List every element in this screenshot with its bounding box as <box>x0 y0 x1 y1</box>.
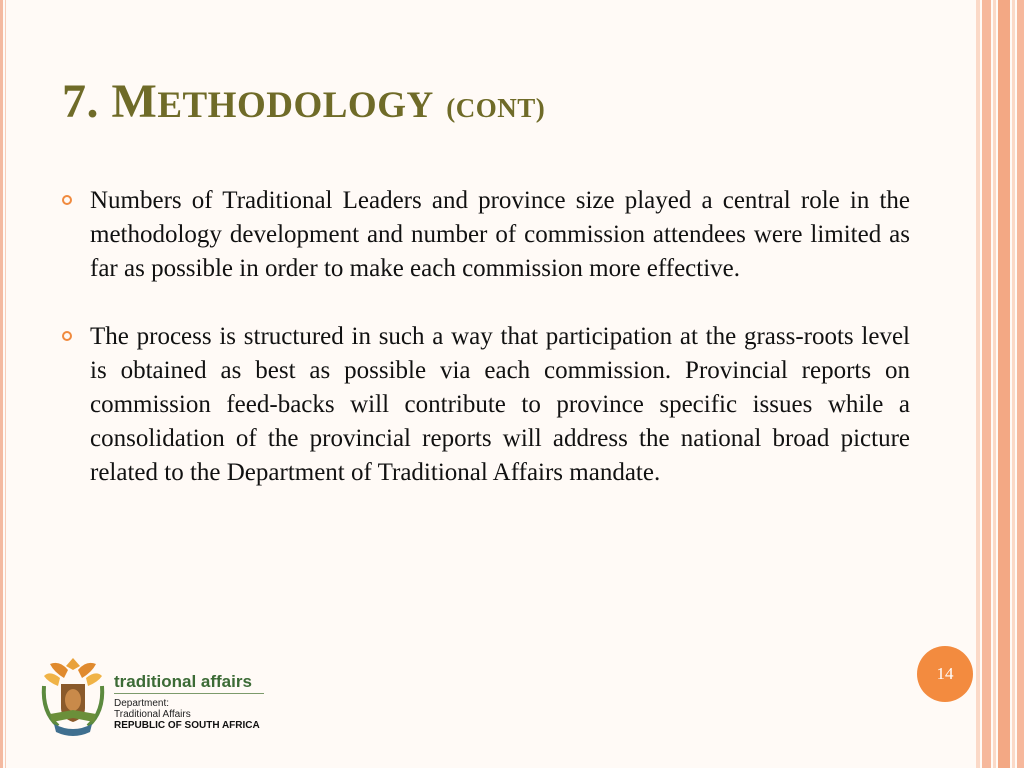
org-name: traditional affairs <box>114 672 264 694</box>
bullet-circle-icon <box>62 195 72 205</box>
right-decorative-stripes <box>976 0 1024 768</box>
org-country: REPUBLIC OF SOUTH AFRICA <box>114 720 260 731</box>
title-suffix: (CONT) <box>446 93 546 123</box>
bullet-circle-icon <box>62 331 72 341</box>
bullet-text: The process is structured in such a way that participation at the grass-roots level is obtained as best as possible via each commission. Provincial reports on commission feed-backs will contribute to province specific issues while a consolidation of the provincial reports will address the national broad picture related to the Department of Traditional Affairs mandate. <box>90 323 910 486</box>
title-rest: ETHODOLOGY <box>157 85 434 126</box>
left-border-inner <box>5 0 6 768</box>
organization-block <box>114 672 264 732</box>
bullet-text: Numbers of Traditional Leaders and province size played a central role in the methodology development and number of commission attendees were limited as far as possible in order to make each commission more effective. <box>90 187 910 282</box>
bullet-item <box>62 184 910 286</box>
coat-of-arms-logo-icon <box>38 656 108 740</box>
bullet-item <box>62 320 910 490</box>
bullet-list <box>62 184 910 524</box>
page-number-badge: 14 <box>917 646 973 702</box>
left-border <box>0 0 3 768</box>
title-number: 7. <box>62 75 112 128</box>
title-initial: M <box>111 75 158 128</box>
org-department-label: Department: <box>114 698 170 709</box>
slide-title <box>62 72 545 138</box>
org-department-name: Traditional Affairs <box>114 709 191 720</box>
